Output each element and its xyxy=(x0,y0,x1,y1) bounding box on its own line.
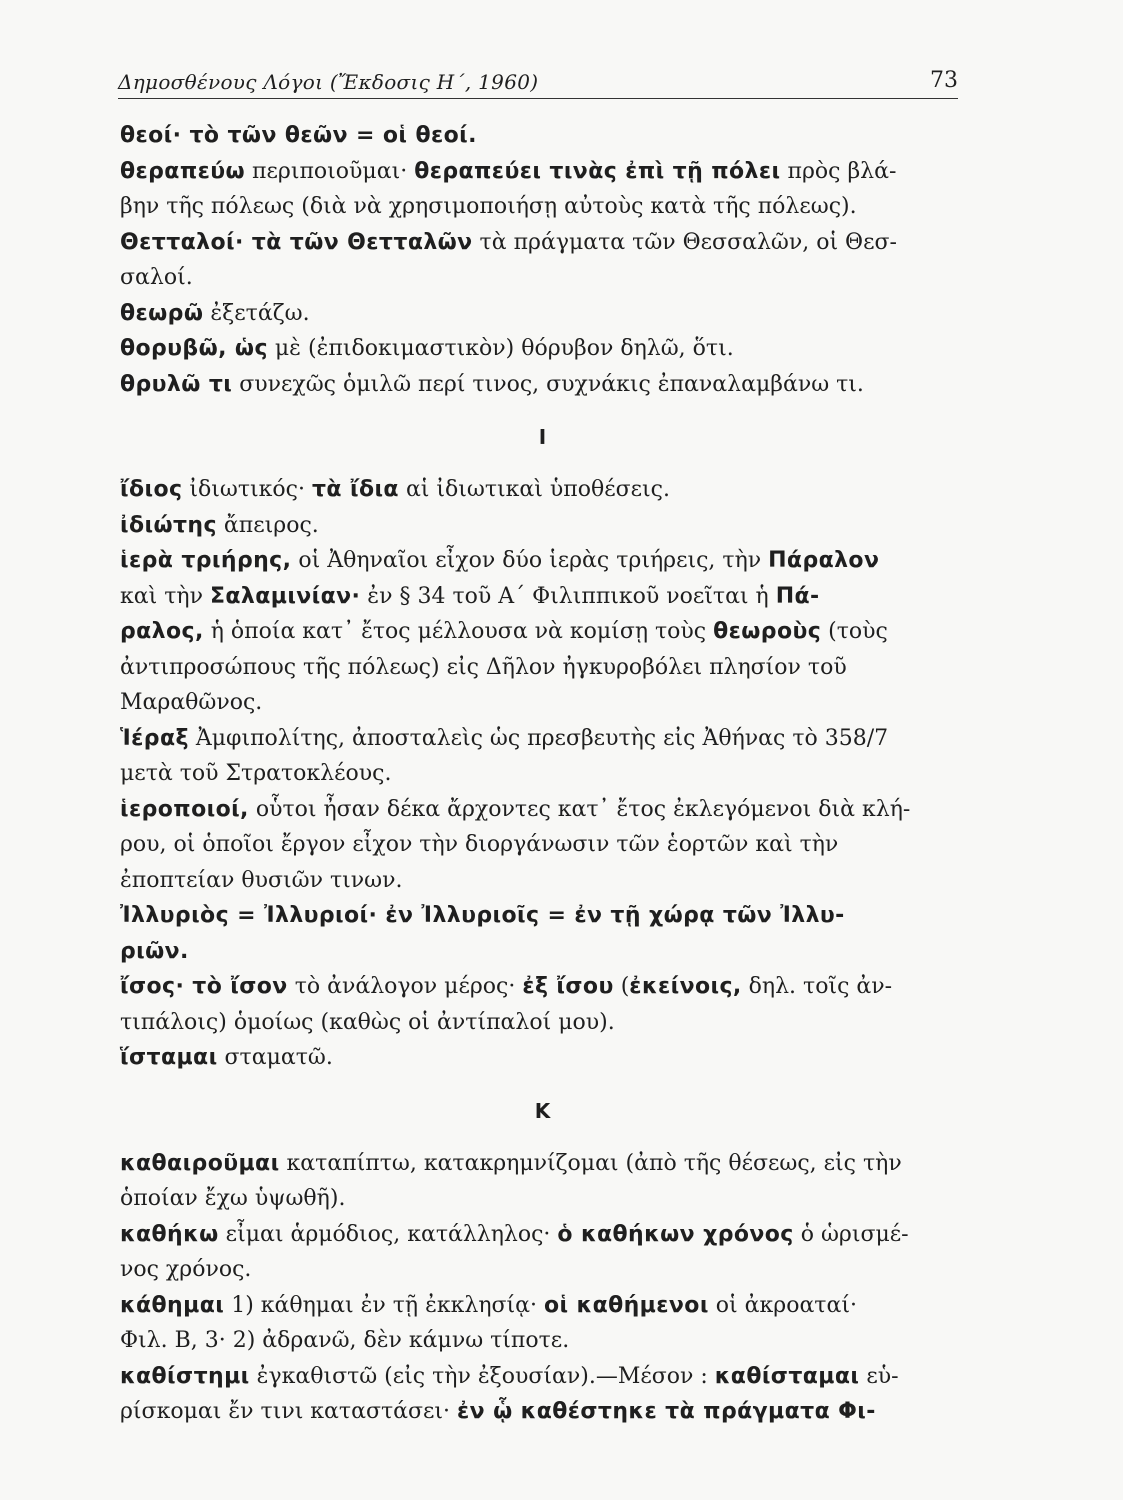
definition-text: ἰδιωτικός· xyxy=(182,477,312,502)
definition-text: οὗτοι ἦσαν δέκα ἄρχοντες κατ᾽ ἔτος ἐκλεγόμενοι διὰ κλή- xyxy=(248,796,911,822)
headword: θεωρῶ xyxy=(120,300,204,326)
definition-text: εἶμαι ἁρμόδιος, κατάλληλος· xyxy=(218,1221,558,1247)
glossary-entry xyxy=(120,898,965,969)
headword: ραλος, xyxy=(120,619,204,644)
entry-line xyxy=(120,1040,965,1076)
headword: Θετταλοί· τὰ τῶν Θετταλῶν xyxy=(120,229,473,255)
entry-line xyxy=(120,472,965,508)
definition-text: τὸ ἀνάλογον μέρος· xyxy=(287,974,523,999)
headword: κάθημαι xyxy=(120,1292,225,1318)
entry-line xyxy=(120,154,965,190)
glossary-entry xyxy=(120,118,965,154)
entry-line xyxy=(120,827,965,863)
entry-line xyxy=(120,579,965,615)
entry-line xyxy=(120,898,965,934)
entry-line xyxy=(120,934,965,970)
headword: καθίσταμαι xyxy=(714,1363,860,1389)
headword: Ἱέραξ xyxy=(120,725,189,751)
entry-line xyxy=(120,1252,965,1288)
glossary-entry xyxy=(120,969,965,1040)
headword: τὰ ἴδια xyxy=(311,477,399,502)
glossary-entries xyxy=(120,118,965,1430)
definition-text: Φιλ. Β, 3· 2) ἀδρανῶ, δὲν κάμνω τίποτε. xyxy=(120,1328,570,1353)
entry-line xyxy=(120,118,965,154)
headword: θεραπεύω xyxy=(120,158,246,184)
definition-text: Ἀμφιπολίτης, ἀποσταλεὶς ὡς πρεσβευτὴς εἰς Ἀθήνας τὸ 358/7 xyxy=(188,725,889,751)
definition-text: περιποιοῦμαι· xyxy=(245,158,415,184)
glossary-entry xyxy=(120,1217,965,1288)
entry-line xyxy=(120,543,965,579)
headword: ἱερὰ τριήρης, xyxy=(120,548,292,573)
glossary-entry xyxy=(120,472,965,508)
entry-line xyxy=(120,1217,965,1253)
section-letter-heading: Κ xyxy=(534,1098,551,1123)
definition-text: τὰ πράγματα τῶν Θεσσαλῶν, οἱ Θεσ- xyxy=(472,229,897,255)
entry-line xyxy=(120,1181,965,1217)
definition-text: ρου, οἱ ὁποῖοι ἔργον εἶχον τὴν διοργάνωσιν τῶν ἑορτῶν καὶ τὴν xyxy=(120,832,839,857)
definition-text: ἀντιπροσώπους τῆς πόλεως) εἰς Δῆλον ἠγκυροβόλει πλησίον τοῦ xyxy=(120,654,847,680)
definition-text: σαλοί. xyxy=(120,265,193,290)
definition-text: ἡ ὁποία κατ᾽ ἔτος μέλλουσα νὰ κομίσῃ τοὺς xyxy=(203,619,714,644)
definition-text: ὁ ὡρισμέ- xyxy=(793,1221,909,1247)
headword: θεωροὺς xyxy=(713,619,822,644)
headword: καθαιροῦμαι xyxy=(120,1150,280,1176)
entry-line xyxy=(120,1288,965,1324)
definition-text: καὶ τὴν xyxy=(120,583,210,609)
entry-line xyxy=(120,721,965,757)
headword: ἐν ᾧ καθέστηκε τὰ πράγματα Φι- xyxy=(457,1399,876,1424)
headword: ὁ καθήκων χρόνος xyxy=(557,1221,794,1247)
headword: καθήκω xyxy=(120,1221,219,1247)
entry-line xyxy=(120,1146,965,1182)
definition-text: ἄπειρος. xyxy=(216,512,319,538)
headword: Πάραλον xyxy=(768,548,880,573)
entry-line xyxy=(120,1005,965,1041)
headword: θεραπεύει τινὰς ἐπὶ τῇ πόλει xyxy=(414,158,781,184)
headword: θορυβῶ, ὡς xyxy=(120,336,268,361)
headword: καθίστημι xyxy=(120,1363,250,1389)
entry-line xyxy=(120,1323,965,1359)
definition-text: 1) κάθημαι ἐν τῇ ἐκκλησίᾳ· xyxy=(224,1292,545,1318)
definition-text: πρὸς βλά- xyxy=(780,158,897,184)
headword: ἰδιώτης xyxy=(120,512,217,538)
definition-text: οἱ Ἀθηναῖοι εἶχον δύο ἱερὰς τριήρεις, τὴν xyxy=(291,548,769,573)
headword: ἐξ ἴσου xyxy=(522,974,614,999)
entry-line xyxy=(120,614,965,650)
definition-text: ἐν § 34 τοῦ Α΄ Φιλιππικοῦ νοεῖται ἡ xyxy=(360,583,776,609)
definition-text: βην τῆς πόλεως (διὰ νὰ χρησιμοποιήσῃ αὐτοὺς κατὰ τῆς πόλεως). xyxy=(120,194,857,219)
section-letter-heading: Ι xyxy=(538,425,547,449)
entry-line xyxy=(120,367,965,403)
headword: ἵσταμαι xyxy=(120,1045,218,1070)
headword: ἴσος· τὸ ἴσον xyxy=(120,974,288,999)
headword: Πά- xyxy=(775,583,820,609)
glossary-entry xyxy=(120,1040,965,1076)
running-title: Δημοσθένους Λόγοι (Ἔκδοσις Η΄, 1960) xyxy=(118,70,539,94)
page-number: 73 xyxy=(930,68,958,93)
entry-line xyxy=(120,756,965,792)
definition-text: ἐξετάζω. xyxy=(203,300,310,326)
glossary-entry xyxy=(120,1359,965,1430)
glossary-entry xyxy=(120,1146,965,1217)
headword: θρυλῶ τι xyxy=(120,371,233,397)
entry-line xyxy=(120,189,965,225)
entry-line xyxy=(120,508,965,544)
entry-line xyxy=(120,1394,965,1430)
headword: οἱ καθήμενοι xyxy=(544,1292,709,1318)
glossary-entry xyxy=(120,543,965,721)
definition-text: ὁποίαν ἔχω ὑψωθῆ). xyxy=(120,1186,346,1211)
definition-text: οἱ ἀκροαταί· xyxy=(708,1292,857,1318)
definition-text: (τοὺς xyxy=(821,619,888,644)
entry-line xyxy=(120,792,965,828)
definition-text: μὲ (ἐπιδοκιμαστικὸν) θόρυβον δηλῶ, ὅτι. xyxy=(267,336,734,361)
entry-line xyxy=(120,685,965,721)
definition-text: τιπάλοις) ὁμοίως (καθὼς οἱ ἀντίπαλοί μου). xyxy=(120,1009,615,1035)
entry-line xyxy=(120,331,965,367)
glossary-entry xyxy=(120,154,965,225)
definition-text: καταπίπτω, κατακρημνίζομαι (ἀπὸ τῆς θέσεως, εἰς τὴν xyxy=(279,1150,902,1176)
definition-text: νος χρόνος. xyxy=(120,1257,252,1282)
entry-line xyxy=(120,969,965,1005)
glossary-entry xyxy=(120,367,965,403)
definition-text: ἐποπτείαν θυσιῶν τινων. xyxy=(120,867,403,893)
definition-text: μετὰ τοῦ Στρατοκλέους. xyxy=(120,761,392,786)
definition-text: ( xyxy=(613,974,630,999)
definition-text: εὑ- xyxy=(859,1363,899,1389)
definition-text: ρίσκομαι ἔν τινι καταστάσει· xyxy=(120,1399,458,1424)
definition-text: Μαραθῶνος. xyxy=(120,690,263,715)
glossary-entry xyxy=(120,508,965,544)
entry-line xyxy=(120,296,965,332)
definition-text: αἱ ἰδιωτικαὶ ὑποθέσεις. xyxy=(398,477,670,502)
glossary-entry xyxy=(120,331,965,367)
entry-line xyxy=(120,1359,965,1395)
definition-text: συνεχῶς ὁμιλῶ περί τινος, συχνάκις ἐπαναλαμβάνω τι. xyxy=(232,371,864,397)
definition-text: σταματῶ. xyxy=(217,1045,333,1070)
definition-text: ἐγκαθιστῶ (εἰς τὴν ἐξουσίαν).—Μέσον : xyxy=(249,1363,715,1389)
glossary-entry xyxy=(120,1288,965,1359)
definition-text: δηλ. τοῖς ἀν- xyxy=(741,974,893,999)
glossary-entry xyxy=(120,792,965,899)
headword: Σαλαμινίαν· xyxy=(209,583,361,609)
entry-line xyxy=(120,650,965,686)
glossary-entry xyxy=(120,296,965,332)
headword: ἴδιος xyxy=(120,477,183,502)
headword: ἐκείνοις, xyxy=(629,974,742,999)
running-head xyxy=(118,68,958,99)
headword: θεοί· τὸ τῶν θεῶν = οἱ θεοί. xyxy=(120,123,477,148)
entry-line xyxy=(120,225,965,261)
glossary-entry xyxy=(120,721,965,792)
entry-line xyxy=(120,863,965,899)
entry-line xyxy=(120,260,965,296)
glossary-entry xyxy=(120,225,965,296)
headword: ἱεροποιοί, xyxy=(120,796,249,822)
headword: Ἰλλυριὸς = Ἰλλυριοί· ἐν Ἰλλυριοῖς = ἐν τῇ χώρᾳ τῶν Ἰλλυ- xyxy=(120,903,845,928)
headword: ριῶν. xyxy=(120,938,189,964)
